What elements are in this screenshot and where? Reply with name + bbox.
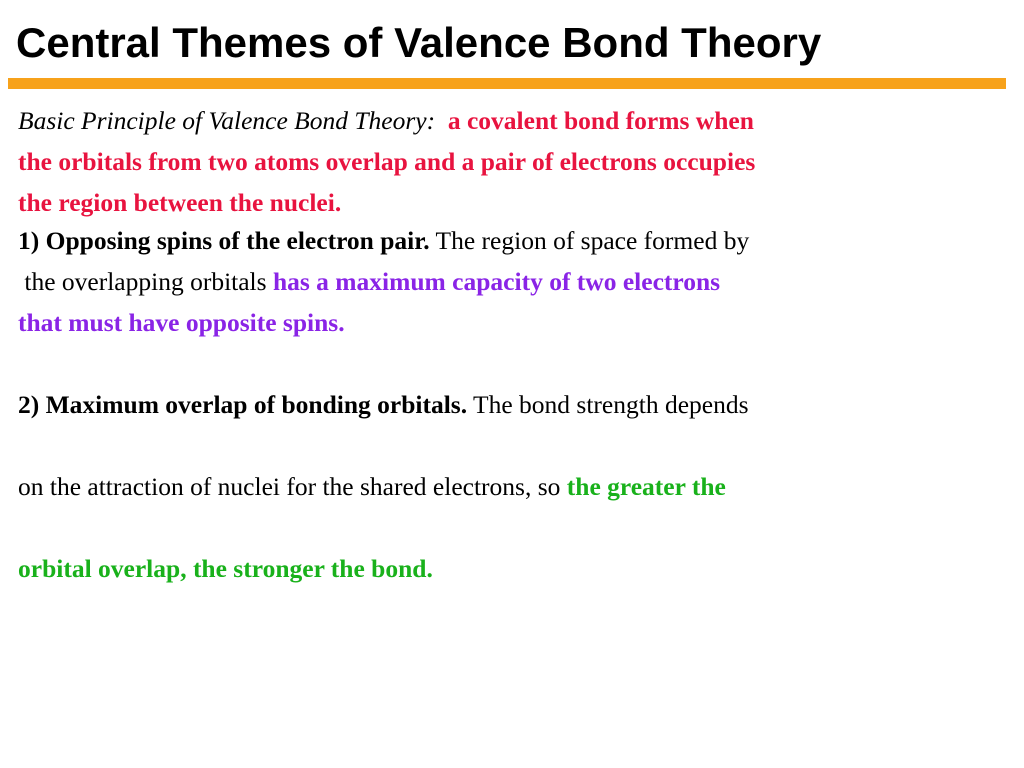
principle-text-1: a covalent bond forms when	[447, 106, 754, 135]
point-1-text-1: The region of space formed by	[429, 226, 750, 255]
point-2-text-1: The bond strength depends	[467, 390, 749, 419]
point-1-line-3	[18, 302, 749, 343]
point-2-line-1	[18, 384, 749, 466]
title-underline	[8, 78, 1006, 89]
principle-line-2	[18, 141, 755, 182]
point-1-heading: 1) Opposing spins of the electron pair.	[18, 226, 430, 255]
point-1-text-2: the overlapping orbitals	[18, 267, 273, 296]
point-2-heading: 2) Maximum overlap of bonding orbitals.	[18, 390, 468, 419]
point-1-line-2	[18, 261, 749, 302]
point-1-highlight-2: that must have opposite spins.	[18, 308, 345, 337]
basic-principle-paragraph	[18, 100, 755, 223]
point-1-line-1	[18, 220, 749, 261]
point-2-text-2: on the attraction of nuclei for the shared electrons, so	[18, 472, 567, 501]
principle-line-3	[18, 182, 755, 223]
principle-label: Basic Principle of Valence Bond Theory:	[18, 106, 436, 135]
principle-text-3: the region between the nuclei.	[18, 188, 342, 217]
point-2-line-2	[18, 466, 749, 548]
point-2-line-3	[18, 548, 749, 589]
point-1-highlight-1: has a maximum capacity of two electrons	[272, 267, 721, 296]
principle-line-1	[18, 100, 755, 141]
point-2-paragraph	[18, 384, 749, 589]
point-2-highlight-2: orbital overlap, the stronger the bond.	[18, 554, 433, 583]
point-2-highlight-1: the greater the	[566, 472, 726, 501]
principle-text-2: the orbitals from two atoms overlap and a pair of electrons occupies	[18, 147, 756, 176]
point-1-paragraph	[18, 220, 749, 343]
slide-title: Central Themes of Valence Bond Theory	[16, 19, 822, 66]
